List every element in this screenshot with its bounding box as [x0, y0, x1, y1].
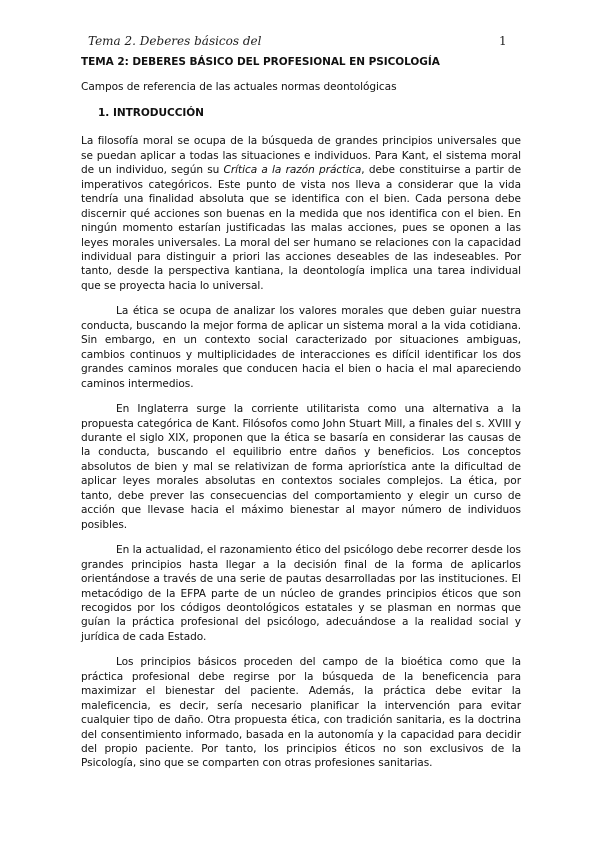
paragraph-kant-book-title: Crítica a la razón práctica	[223, 164, 362, 177]
document-body	[81, 55, 521, 771]
paragraph-current-reasoning: En la actualidad, el razonamiento ético del psicólogo debe recorrer desde los grandes principios hasta llegar a la decisión final de la forma de aplicarlos orientándose a través de una serie de pautas desarrolladas por las instituciones. El metacódigo de la EFPA parte de un núcleo de grandes principios éticos que son recogidos por los códigos deontológicos estatales y se plasman en normas que guían la práctica profesional del psicólogo, adecuándose a la realidad social y jurídica de cada Estado.	[81, 544, 521, 643]
paragraph-ethics: La ética se ocupa de analizar los valores morales que deben guiar nuestra conducta, buscando la mejor forma de aplicar un sistema moral a la vida cotidiana. Sin embargo, en un contexto social caracterizado por situaciones ambiguas, cambios continuos y multiplicidades de interacciones es difícil identificar los dos grandes caminos morales que conducen hacia el bien o hacia el mal apareciendo caminos intermedios.	[81, 305, 521, 390]
paragraph-kant-text-end: , debe constituirse a partir de imperativos categóricos. Este punto de vista nos lleva a considerar que la vida tendría una finalidad absoluta que se identifica con el bien. Cada persona debe discernir qué acciones son buenas en la medida que nos identifica con el bien. En ningún momento estarían justificadas las malas acciones, pues se oponen a las leyes morales universales. La moral del ser humano se relaciones con la capacidad individual para distinguir a priori las acciones deseables de las indeseables. Por tanto, desde la perspectiva kantiana, la deontología implica una tarea individual que se proyecta hacia lo universal.	[81, 164, 522, 292]
paragraph-kant-text-start: La filosofía moral se ocupa de la búsqueda de grandes principios universales que se puedan aplicar a todas las situaciones e individuos. Para Kant, el sistema moral de un individuo, según su	[81, 135, 521, 177]
paragraph-bioethics: Los principios básicos proceden del campo de la bioética como que la práctica profesional debe regirse por la búsqueda de la beneficencia para maximizar el bienestar del paciente. Además, la práctica debe evitar la maleficencia, es decir, sería necesario planificar la intervención para evitar cualquier tipo de daño. Otra propuesta ética, con tradición sanitaria, es la doctrina del consentimiento informado, basada en la autonomía y la capacidad para decidir del propio paciente. Por tanto, los principios éticos no son exclusivos de la Psicología, sino que se comparten con otras profesiones sanitarias.	[81, 656, 521, 770]
section-number: 1.	[98, 106, 110, 119]
paragraph-kant	[81, 134, 521, 293]
section-heading	[98, 106, 521, 120]
paragraph-utilitarianism: En Inglaterra surge la corriente utilitarista como una alternativa a la propuesta categórica de Kant. Filósofos como John Stuart Mill, a finales del s. XVIII y durante el siglo XIX, proponen que la ética se basaría en considerar las causas de la conducta, buscando el equilibrio entre daños y beneficios. Los conceptos absolutos de bien y mal se relativizan de forma apriorística ante la dificultad de aplicar leyes morales absolutas en contextos sociales complejos. La ética, por tanto, debe prever las consecuencias del comportamiento y elegir un curso de acción que llevase hacia el máximo bienestar al mayor número de individuos posibles.	[81, 403, 521, 531]
section-heading-text: INTRODUCCIÓN	[113, 106, 204, 119]
running-header-title: Tema 2. Deberes básicos del	[88, 34, 262, 48]
document-title: TEMA 2: DEBERES BÁSICO DEL PROFESIONAL EN PSICOLOGÍA	[81, 56, 440, 68]
page-number: 1	[499, 34, 507, 48]
document-subtitle: Campos de referencia de las actuales normas deontológicas	[81, 81, 397, 94]
